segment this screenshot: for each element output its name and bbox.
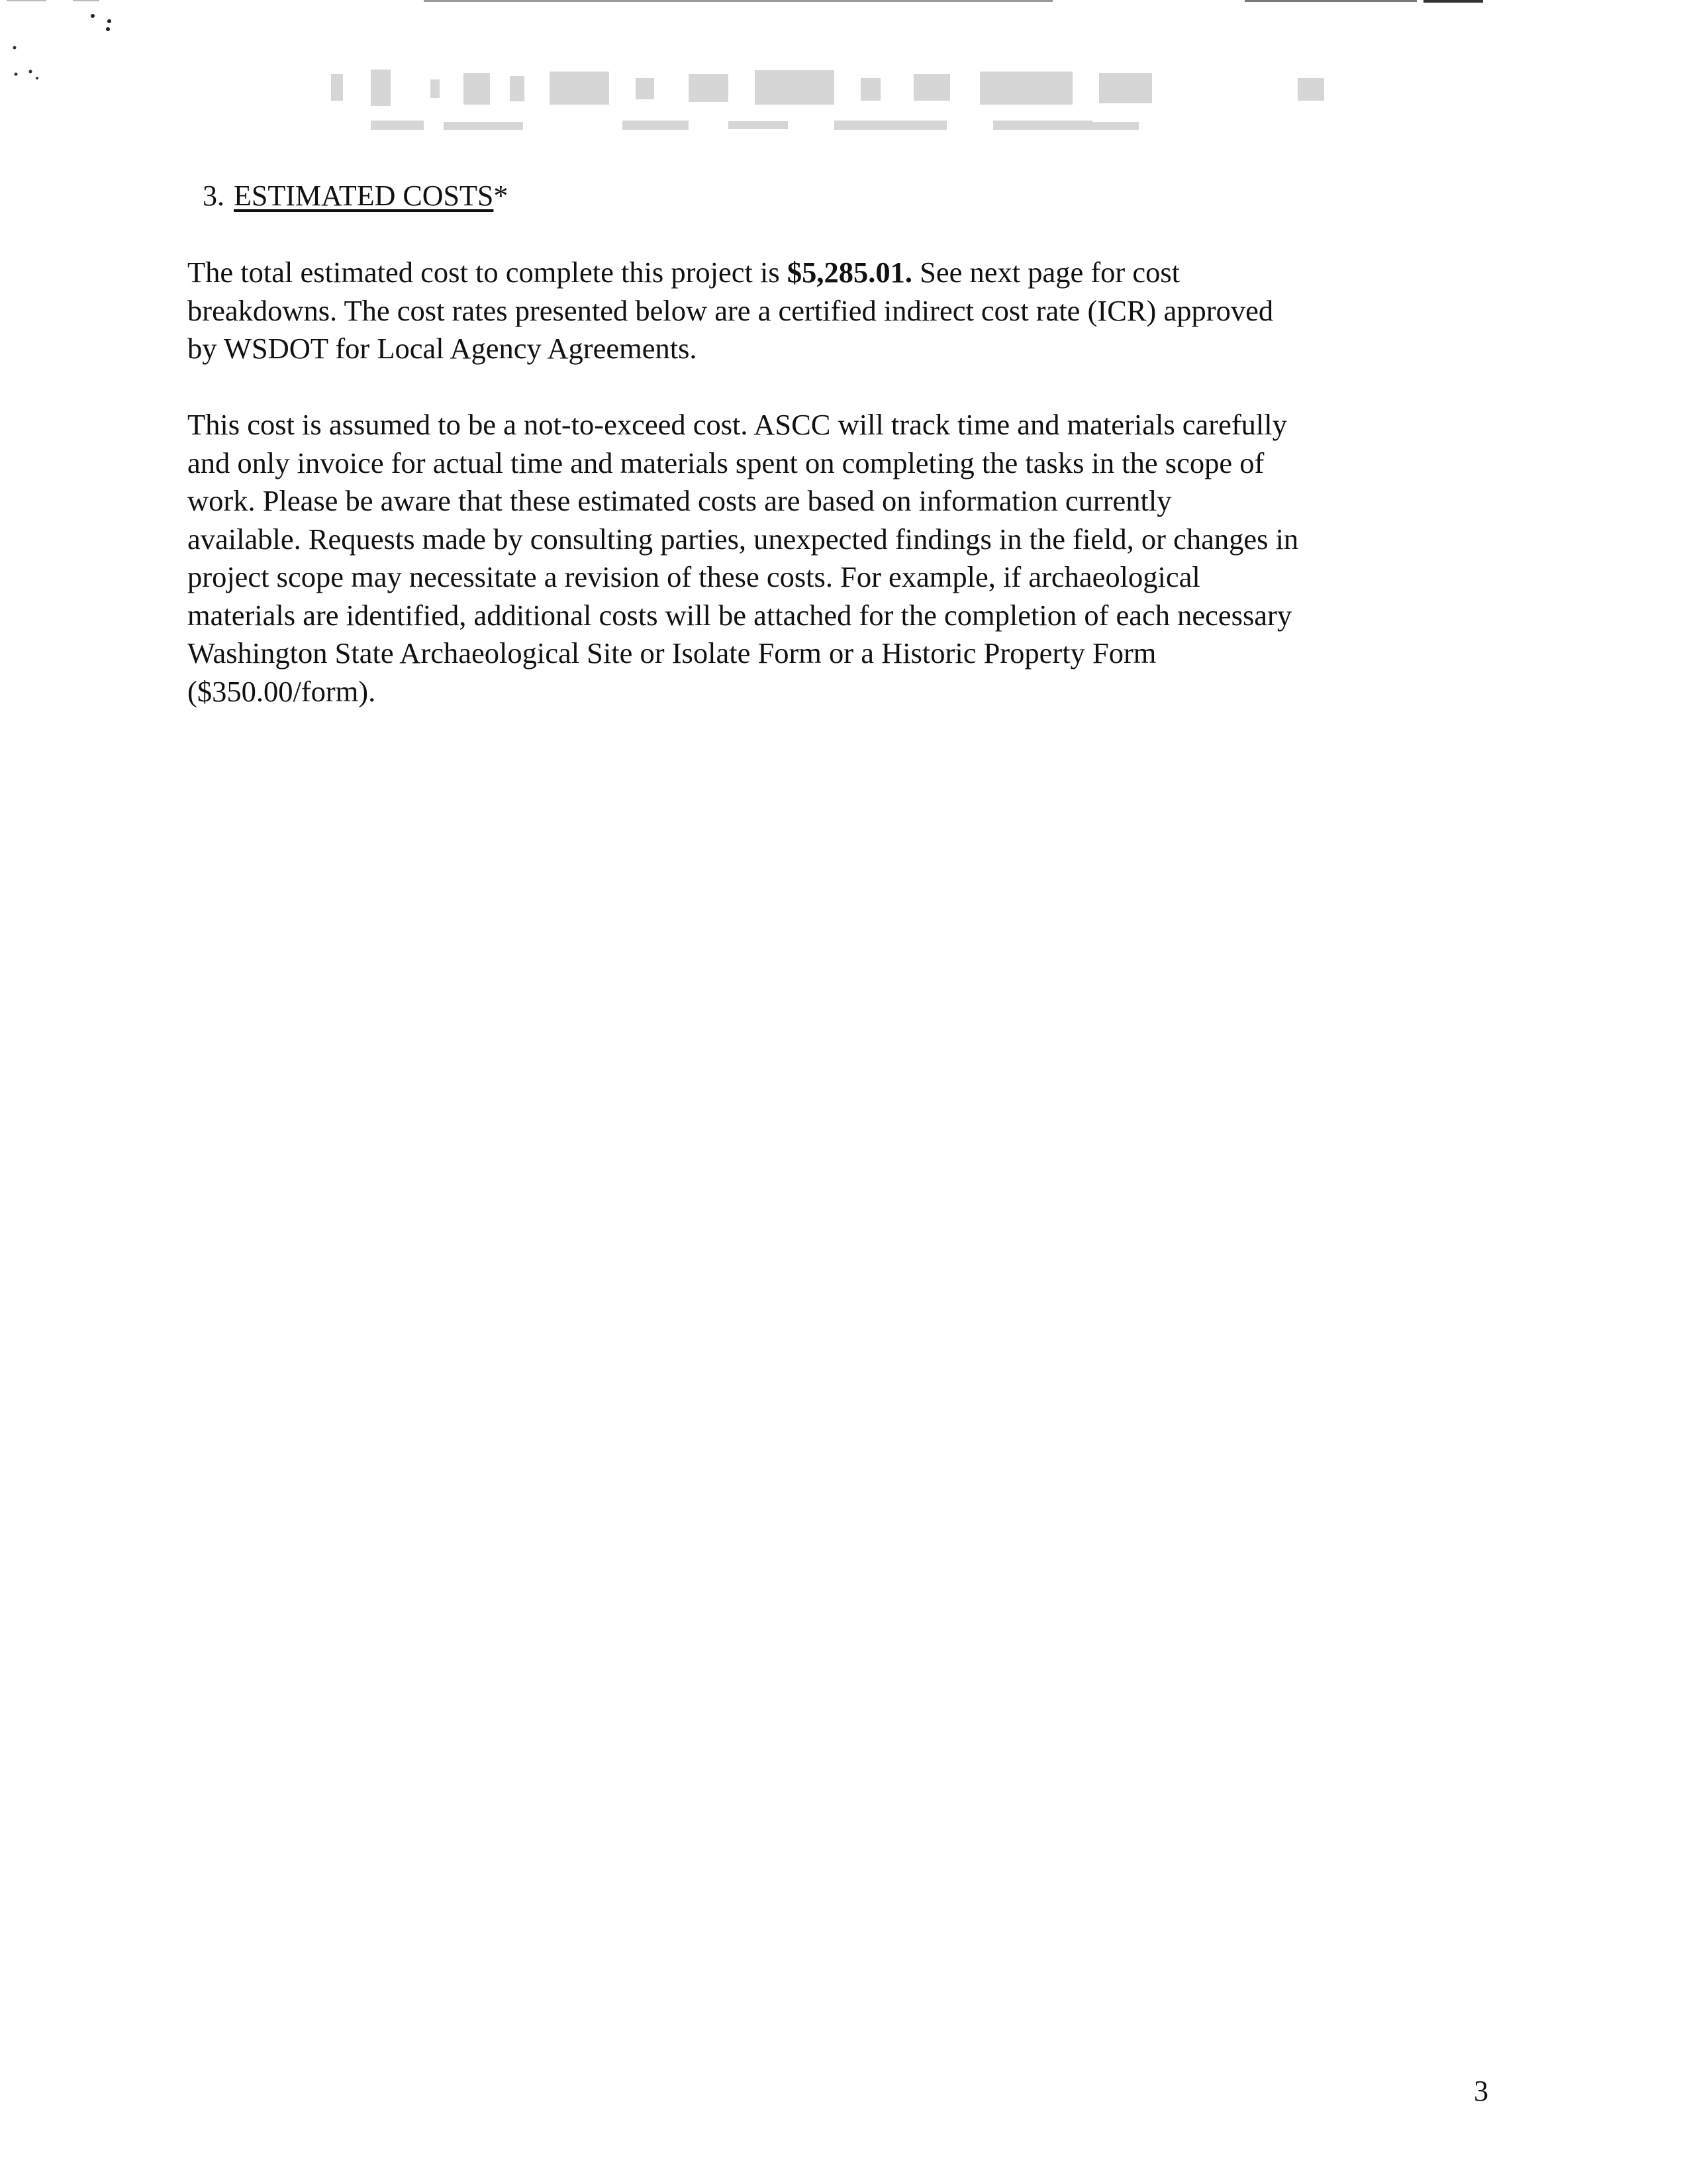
total-cost-paragraph	[187, 254, 1512, 368]
section-title-asterisk: *	[493, 179, 508, 212]
paragraph-line: by WSDOT for Local Agency Agreements.	[187, 332, 697, 365]
paragraph-line: ($350.00/form).	[187, 674, 376, 708]
section-number: 3.	[203, 179, 224, 212]
paragraph-line	[187, 254, 1512, 292]
paragraph-line: breakdowns. The cost rates presented below are a certified indirect cost rate (ICR) approved	[187, 293, 1274, 327]
text-segment: The total estimated cost to complete this project is	[187, 256, 787, 289]
cost-disclaimer-paragraph	[187, 406, 1512, 711]
paragraph-line: and only invoice for actual time and materials spent on completing the tasks in the scope of	[187, 446, 1265, 479]
paragraph-line: project scope may necessitate a revision of these costs. For example, if archaeological	[187, 560, 1200, 593]
total-cost-value: $5,285.01.	[787, 256, 912, 289]
paragraph-line: materials are identified, additional costs will be attached for the completion of each necessary	[187, 598, 1292, 632]
text-segment: See next page for cost	[912, 256, 1181, 289]
scan-artifacts	[0, 0, 1687, 159]
page-number: 3	[1474, 2075, 1488, 2107]
paragraph-line: Washington State Archaeological Site or Isolate Form or a Historic Property Form	[187, 636, 1157, 670]
paragraph-line: This cost is assumed to be a not-to-exceed cost. ASCC will track time and materials carefully	[187, 408, 1287, 441]
paragraph-line: available. Requests made by consulting parties, unexpected findings in the field, or changes in	[187, 522, 1299, 556]
section-title: ESTIMATED COSTS	[234, 179, 494, 212]
paragraph-line: work. Please be aware that these estimated costs are based on information currently	[187, 484, 1172, 517]
section-heading	[203, 177, 508, 215]
